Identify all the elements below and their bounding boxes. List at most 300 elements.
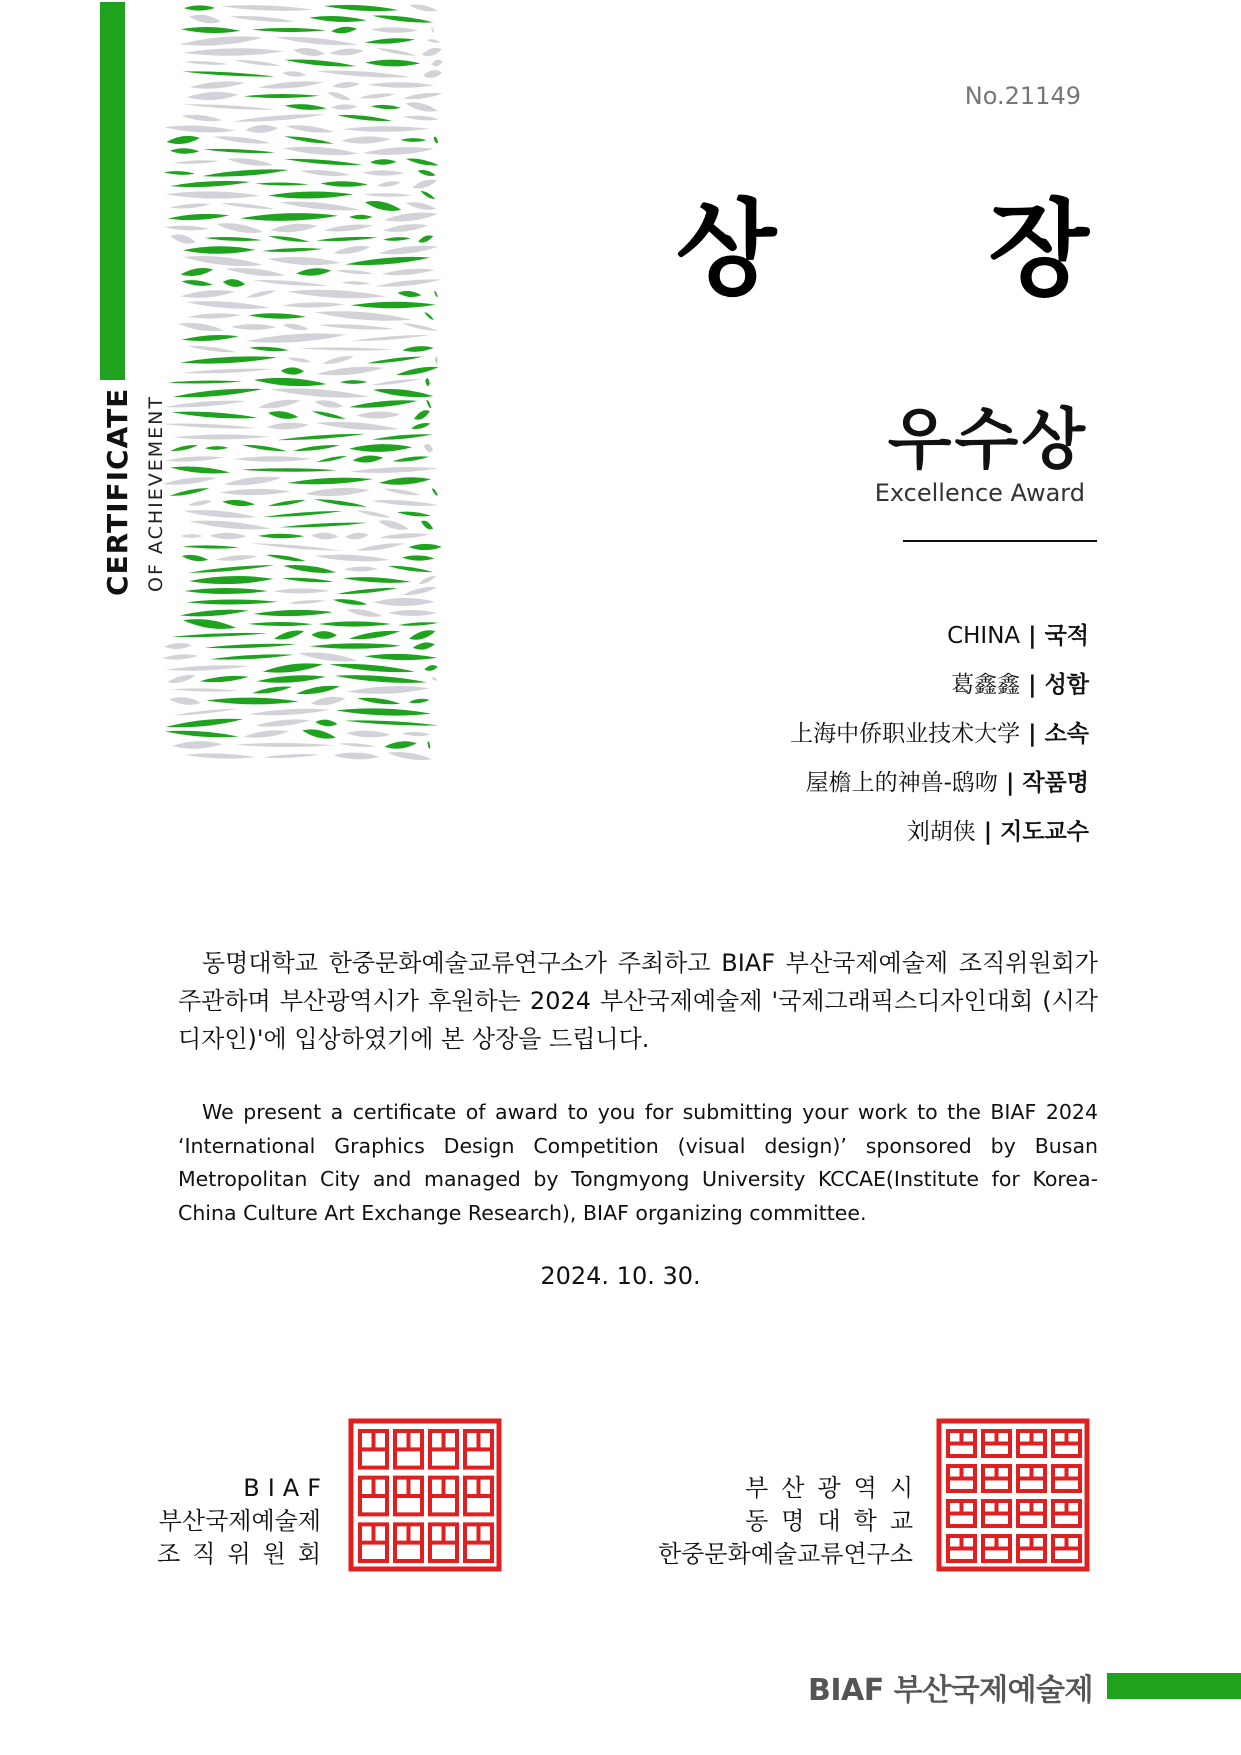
gray-stroke (285, 125, 334, 132)
gray-stroke (225, 268, 285, 276)
green-stroke (365, 60, 420, 67)
gray-stroke (315, 555, 390, 562)
green-stroke (392, 456, 429, 461)
green-stroke (349, 215, 372, 220)
green-stroke (222, 500, 255, 506)
gray-stroke (316, 422, 400, 430)
green-stroke (337, 115, 392, 121)
seal-glyph (465, 1524, 492, 1561)
gray-stroke (316, 367, 384, 376)
green-stroke (282, 578, 333, 583)
gray-stroke (368, 82, 434, 88)
green-stroke (203, 149, 275, 153)
green-stroke (170, 148, 200, 153)
award-divider (903, 540, 1097, 542)
green-stroke (424, 665, 438, 671)
gray-stroke (164, 226, 210, 231)
green-stroke (171, 633, 267, 637)
gray-stroke (403, 587, 437, 595)
green-stroke (241, 468, 337, 472)
gray-stroke (173, 709, 238, 716)
gray-stroke (178, 323, 223, 331)
gray-stroke (235, 743, 334, 747)
issue-date: 2024. 10. 30. (540, 1262, 701, 1290)
gray-stroke (171, 688, 239, 691)
gray-stroke (331, 104, 358, 109)
of-achievement-word: OF ACHIEVEMENT (145, 395, 167, 592)
green-stroke (206, 698, 299, 705)
green-stroke (402, 555, 435, 560)
gray-stroke (187, 346, 237, 353)
gray-stroke (372, 379, 421, 385)
seal-stamp-left (348, 1418, 502, 1572)
green-stroke (315, 720, 337, 727)
gray-stroke (377, 48, 417, 55)
gray-stroke (162, 424, 257, 429)
green-stroke (249, 347, 289, 351)
gray-stroke (235, 60, 281, 66)
detail-row-nationality: CHINA | 국적 (947, 623, 1089, 649)
green-stroke (254, 378, 327, 386)
gray-stroke (293, 48, 325, 56)
recipient-details (790, 612, 1089, 857)
gray-stroke (315, 311, 412, 320)
gray-stroke (189, 15, 221, 24)
gray-stroke (377, 181, 400, 187)
gray-stroke (270, 224, 317, 232)
seal-glyph (395, 1478, 422, 1515)
green-stroke (373, 389, 434, 397)
green-stroke (180, 356, 277, 363)
gray-stroke (314, 400, 343, 407)
green-stroke (168, 380, 243, 383)
gray-stroke (282, 302, 344, 307)
seal-glyph (1053, 1536, 1080, 1561)
gray-stroke (432, 60, 443, 67)
green-stroke (400, 138, 426, 142)
gray-stroke (232, 114, 325, 122)
green-stroke (284, 159, 363, 165)
green-stroke (424, 312, 434, 320)
green-stroke (421, 191, 436, 199)
green-stroke (182, 280, 213, 286)
green-stroke (426, 400, 431, 408)
gray-stroke (165, 456, 224, 461)
green-stroke (240, 213, 338, 221)
gray-stroke (384, 212, 438, 221)
green-stroke (331, 27, 357, 34)
gray-stroke (263, 754, 320, 758)
green-stroke (320, 181, 368, 187)
green-stroke (164, 171, 195, 175)
gray-stroke (282, 71, 306, 76)
green-stroke (248, 622, 313, 626)
gray-stroke (431, 27, 434, 32)
green-stroke (357, 698, 400, 704)
seal-glyph (465, 1431, 492, 1468)
green-stroke (253, 610, 333, 616)
green-stroke (413, 642, 435, 649)
gray-stroke (402, 323, 439, 331)
gray-stroke (170, 234, 196, 243)
seal-glyph (948, 1466, 975, 1491)
green-stroke (262, 248, 323, 252)
gray-stroke (388, 610, 437, 616)
green-stroke (365, 201, 402, 211)
gray-stroke (165, 665, 249, 670)
green-stroke (255, 182, 309, 185)
gray-stroke (342, 126, 430, 132)
gray-stroke (383, 224, 429, 232)
green-stroke (434, 291, 438, 297)
body-text-korean: 동명대학교 한중문화예술교류연구소가 주최하고 BIAF 부산국제예술제 조직위원회가 주관하며 부산광역시가 후원하는 2024 부산국제예술제 '국제그래픽스디자인대회 (시각디자인)'에 입상하였기에 본 상장을 드립니다. (178, 949, 1098, 1053)
gray-stroke (244, 730, 290, 737)
gray-stroke (345, 533, 369, 540)
gray-stroke (318, 324, 394, 329)
gray-stroke (299, 653, 358, 662)
gray-stroke (357, 411, 401, 418)
green-stroke (314, 499, 367, 506)
gray-stroke (180, 36, 263, 45)
gray-stroke (405, 102, 437, 111)
gray-stroke (216, 223, 263, 233)
green-stroke (436, 357, 437, 364)
gray-stroke (327, 92, 351, 100)
gray-stroke (220, 489, 291, 495)
gray-stroke (362, 170, 404, 175)
gray-stroke (346, 731, 391, 738)
green-stroke (418, 170, 436, 176)
green-stroke (284, 136, 334, 143)
green-stroke (257, 675, 327, 683)
gray-stroke (258, 81, 324, 88)
gray-stroke (432, 677, 437, 680)
gray-stroke (283, 324, 309, 330)
gray-stroke (187, 92, 239, 100)
green-stroke (200, 676, 249, 682)
detail-row-affiliation: 上海中侨职业技术大学 | 소속 (790, 721, 1089, 747)
green-stroke (333, 599, 368, 605)
green-stroke (268, 236, 309, 242)
green-stroke (170, 467, 230, 474)
green-stroke (379, 477, 431, 485)
green-stroke (345, 257, 430, 265)
footer-brand: BIAF 부산국제예술제 (807, 1673, 1093, 1708)
body-text-english: We present a certificate of award to you for submitting your work to the BIAF 2024 ‘International Graphics Design Competition (visual design)’ sponsored by Busan Metropolitan City and managed by Tongmyong University KCCAE(Institute for Korea-China Culture Art Exchange Research), BIAF organizing committee. (178, 1100, 1098, 1225)
seal-glyph (1018, 1466, 1045, 1491)
green-stroke (252, 687, 292, 694)
gray-stroke (181, 115, 222, 121)
gray-stroke (352, 335, 431, 341)
gray-stroke (419, 576, 437, 584)
green-stroke (302, 729, 336, 738)
green-stroke (182, 71, 274, 76)
green-stroke (427, 741, 430, 748)
gray-stroke (427, 39, 441, 42)
green-stroke (409, 630, 435, 640)
seal-glyph (1018, 1536, 1045, 1561)
green-stroke (296, 686, 340, 694)
gray-stroke (172, 741, 222, 749)
gray-stroke (373, 598, 435, 606)
green-stroke (223, 279, 245, 287)
green-stroke (349, 631, 400, 639)
gray-stroke (288, 600, 325, 604)
gray-stroke (183, 510, 256, 518)
gray-stroke (347, 686, 430, 694)
gray-stroke (164, 401, 246, 408)
seal-glyph (983, 1466, 1010, 1491)
green-stroke (340, 380, 368, 384)
gray-stroke (248, 709, 330, 715)
gray-stroke (422, 48, 442, 56)
green-stroke (398, 622, 438, 625)
detail-row-work-title: 屋檐上的神兽-鸱吻 | 작품명 (805, 770, 1089, 796)
gray-stroke (382, 269, 435, 275)
gray-stroke (190, 81, 245, 88)
seal-glyph (1018, 1431, 1045, 1456)
seal-glyph (465, 1478, 492, 1515)
green-stroke (344, 720, 438, 725)
signature-left: BIAF 부산국제예술제 조직위원회 (157, 1474, 333, 1568)
gray-stroke (346, 609, 382, 617)
green-stroke (263, 663, 323, 672)
gray-stroke (378, 246, 438, 254)
gray-stroke (173, 434, 270, 439)
gray-stroke (246, 290, 276, 297)
green-stroke (242, 445, 287, 451)
green-stroke (167, 136, 200, 144)
green-stroke (406, 158, 439, 165)
gray-stroke (371, 27, 419, 33)
gray-stroke (168, 675, 196, 683)
green-stroke (268, 191, 353, 198)
green-stroke (184, 5, 215, 10)
gray-stroke (378, 520, 409, 529)
green-stroke (180, 610, 249, 617)
green-stroke (296, 268, 331, 275)
gray-stroke (304, 488, 370, 496)
green-stroke (402, 346, 434, 352)
gray-stroke (266, 423, 309, 430)
gray-stroke (164, 643, 192, 649)
green-stroke (414, 410, 430, 419)
gray-stroke (300, 170, 351, 176)
gray-stroke (363, 193, 413, 197)
green-stroke (182, 555, 209, 561)
green-stroke (268, 500, 306, 506)
seal-glyph (1053, 1466, 1080, 1491)
green-stroke (284, 60, 356, 67)
seal-glyph (360, 1524, 387, 1561)
gray-stroke (333, 246, 371, 254)
green-stroke (317, 456, 348, 462)
gray-stroke (406, 202, 437, 210)
seal-glyph (983, 1431, 1010, 1456)
green-stroke (252, 28, 326, 32)
gray-stroke (402, 93, 442, 99)
gray-stroke (412, 180, 437, 189)
green-stroke (312, 411, 346, 419)
seal-glyph (430, 1478, 457, 1515)
green-stroke (372, 15, 433, 22)
green-stroke (210, 654, 294, 659)
green-stroke (383, 237, 411, 241)
green-stroke (349, 444, 412, 452)
gray-stroke (271, 388, 369, 397)
gray-stroke (283, 147, 359, 155)
green-stroke (186, 600, 278, 605)
gray-stroke (169, 697, 201, 705)
green-stroke (205, 446, 229, 450)
seal-glyph (395, 1431, 422, 1468)
green-stroke (283, 565, 336, 573)
gray-stroke (258, 400, 301, 408)
green-stroke (349, 400, 418, 407)
green-stroke (173, 389, 263, 398)
gray-stroke (356, 543, 405, 550)
gray-stroke (316, 71, 411, 78)
gray-stroke (403, 116, 439, 121)
gray-stroke (323, 356, 354, 364)
green-stroke (202, 169, 289, 176)
green-stroke (316, 237, 377, 241)
gray-stroke (324, 225, 374, 232)
gray-stroke (344, 567, 378, 572)
gray-stroke (183, 256, 263, 266)
gray-stroke (215, 555, 258, 561)
green-stroke (264, 511, 343, 517)
gray-stroke (228, 158, 274, 165)
green-stroke (371, 105, 401, 109)
seal-glyph (360, 1431, 387, 1468)
gray-stroke (333, 753, 379, 760)
seal-glyph (430, 1524, 457, 1561)
green-stroke (309, 16, 367, 22)
gray-stroke (339, 743, 376, 747)
seal-glyph (948, 1501, 975, 1526)
green-stroke (353, 455, 384, 462)
gray-stroke (185, 753, 256, 758)
green-stroke (343, 577, 411, 583)
gray-stroke (190, 521, 272, 530)
green-stroke (188, 565, 274, 573)
gray-stroke (287, 290, 386, 298)
green-stroke (280, 523, 367, 528)
gray-stroke (183, 48, 284, 55)
gray-stroke (181, 369, 274, 374)
award-name-english: Excellence Award (874, 479, 1085, 507)
gray-stroke (187, 313, 241, 318)
green-stroke (172, 412, 258, 419)
gray-stroke (379, 533, 430, 538)
signature-right: 부산광역시 동명대학교 한중문화예술교류연구소 (657, 1474, 926, 1568)
award-name-korean: 우수상 (887, 401, 1088, 478)
green-stroke (310, 643, 402, 649)
gray-stroke (166, 191, 261, 198)
gray-stroke (276, 37, 358, 45)
green-stroke (336, 708, 431, 715)
green-stroke (181, 27, 241, 33)
gray-stroke (375, 279, 442, 286)
gray-stroke (371, 500, 438, 506)
gray-stroke (279, 202, 361, 211)
green-stroke (277, 434, 365, 440)
green-stroke (421, 521, 433, 530)
green-stroke (370, 159, 397, 165)
gray-stroke (213, 136, 271, 143)
green-stroke (372, 434, 433, 440)
green-stroke (409, 544, 442, 550)
green-stroke (266, 555, 306, 561)
green-stroke (409, 699, 430, 704)
seal-glyph (983, 1536, 1010, 1561)
gray-stroke (221, 203, 275, 209)
gray-stroke (180, 290, 235, 298)
gray-stroke (170, 204, 211, 209)
gray-stroke (384, 489, 421, 496)
green-stroke (365, 654, 438, 660)
gray-stroke (184, 61, 228, 65)
decorative-brush-artwork (160, 0, 500, 770)
green-stroke (397, 512, 431, 517)
gray-stroke (164, 126, 236, 133)
seal-glyph (360, 1478, 387, 1515)
gray-stroke (363, 147, 434, 155)
gray-stroke (311, 533, 338, 540)
green-stroke (337, 588, 398, 594)
gray-stroke (424, 444, 433, 452)
green-stroke (181, 268, 214, 276)
green-stroke (204, 237, 261, 241)
seal-glyph (983, 1501, 1010, 1526)
seal-glyph (395, 1524, 422, 1561)
green-stroke (170, 181, 250, 187)
gray-stroke (210, 533, 247, 540)
seal-glyph (1053, 1431, 1080, 1456)
green-stroke (166, 719, 243, 728)
left-accent-bar (100, 2, 125, 380)
footer-accent-bar (1107, 1673, 1241, 1699)
green-stroke (171, 445, 199, 451)
gray-stroke (162, 654, 198, 659)
gray-stroke (229, 16, 295, 22)
gray-stroke (402, 732, 431, 736)
gray-stroke (341, 136, 391, 143)
gray-stroke (287, 358, 311, 363)
detail-row-advisor: 刘胡侠 | 지도교수 (906, 819, 1089, 845)
gray-stroke (357, 510, 392, 517)
green-stroke (287, 478, 373, 485)
seal-glyph (1018, 1501, 1045, 1526)
gray-stroke (423, 70, 442, 78)
green-stroke (293, 445, 340, 451)
green-stroke (248, 313, 306, 318)
green-stroke (397, 291, 421, 297)
gray-stroke (186, 301, 270, 309)
green-stroke (170, 488, 210, 496)
gray-stroke (298, 347, 392, 350)
green-stroke (396, 367, 439, 375)
gray-stroke (273, 589, 330, 594)
gray-stroke (224, 477, 283, 486)
green-stroke (388, 566, 434, 572)
green-stroke (335, 675, 427, 683)
gray-stroke (189, 500, 213, 505)
green-stroke (281, 367, 304, 374)
green-stroke (434, 137, 439, 144)
gray-stroke (359, 93, 396, 98)
